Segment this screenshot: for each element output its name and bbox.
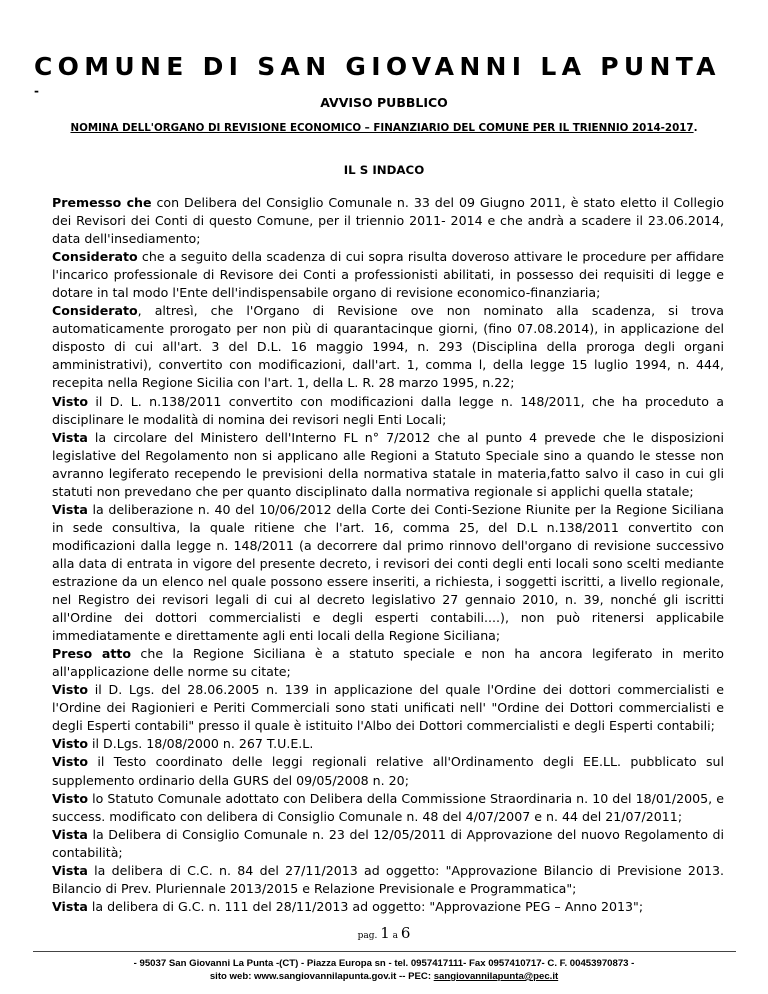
paragraph-text: che a seguito della scadenza di cui sopra risulta doveroso attivare le procedure per affidare l'incarico professionale di Revisore dei Conti a professionisti abilitati, in possesso dei requisiti di legge e dotare in tal modo l'Ente dell'indispensabile organo di revisione economico-finanziaria; [52,249,724,301]
paragraph-text: il D. L. n.138/2011 convertito con modificazioni dalla legge n. 148/2011, che ha proceduto a disciplinare le modalità di nomina dei revisori negli Enti Locali; [52,393,724,427]
footer-contacts [0,970,768,983]
paragraph-lead: Visto [52,736,89,752]
paragraph-lead: Vista [52,501,88,517]
paragraph-lead: Visto [52,393,89,409]
paragraph [52,194,724,248]
paragraph [52,429,724,501]
paragraph [52,753,724,789]
paragraph-lead: Preso atto [52,646,132,662]
paragraph-text: lo Statuto Comunale adottato con Delibera della Commissione Straordinaria n. 10 del 18/01/2005, e success. modificato con delibera di Consiglio Comunale n. 48 del 4/07/2007 e n. 44 del 21/07/2011; [52,790,724,824]
page-separator: a [392,931,398,941]
paragraph-lead: Visto [52,790,89,806]
paragraph-text: il D.Lgs. 18/08/2000 n. 267 T.U.E.L. [88,736,314,752]
footer [0,957,768,983]
paragraph-text: che la Regione Siciliana è a statuto speciale e non ha ancora legiferato in merito all'applicazione delle norme su citate; [52,646,724,680]
footer-website: sito web: www.sangiovannilapunta.gov.it -- PEC: [209,971,434,982]
page-total: 6 [400,924,411,942]
paragraph-text: la deliberazione n. 40 del 10/06/2012 della Corte dei Conti-Sezione Riunite per la Regione Siciliana in sede consultiva, la quale ritiene che l'art. 16, comma 25, del D.L n.138/2011 convertito con modificazioni dalla legge n. 148/2011 (a decorrere dal primo rinnovo dell'organo di revisione successivo alla data di entrata in vigore del presente decreto, i revisori dei conti degli enti locali sono scelti mediante estrazione da un elenco nel quale possono essere inseriti, a richiesta, i soggetti iscritti, a livello regionale, nel Registro dei revisori legali di cui al decreto legislativo 27 gennaio 2010, n. 39, nonché gli iscritti all'Ordine dei dottori commercialisti e degli esperti contabili....), non può ritenersi applicabile immediatamente e direttamente agli enti locali della Regione Siciliana; [52,501,724,644]
page-number [0,924,768,942]
municipality-title: COMUNE DI SAN GIOVANNI LA PUNTA [34,52,721,81]
footer-address: - 95037 San Giovanni La Punta -(CT) - Piazza Europa sn - tel. 0957417111- Fax 0957410717- C. F. 00453970873 - [133,958,635,969]
paragraph-lead: Vista [52,862,88,878]
paragraph [52,862,724,898]
paragraph [52,826,724,862]
paragraph-text: con Delibera del Consiglio Comunale n. 33 del 09 Giugno 2011, è stato eletto il Collegio dei Revisori dei Conti di questo Comune, per il triennio 2011- 2014 e che andrà a scadere il 23.06.2014, data dell'insediamento; [52,195,724,247]
paragraph [52,393,724,429]
paragraph-text: la delibera di C.C. n. 84 del 27/11/2013 ad oggetto: "Approvazione Bilancio di Previsione 2013. Bilancio di Prev. Pluriennale 2013/2015 e Relazione Previsionale e Programmatica"; [52,862,724,896]
notice-label: AVVISO PUBBLICO [320,95,448,110]
paragraph [52,645,724,681]
paragraph [52,898,724,916]
paragraph [52,790,724,826]
paragraph-lead: Visto [52,682,89,698]
notice-subject-text: NOMINA DELL'ORGANO DI REVISIONE ECONOMICO – FINANZIARIO DEL COMUNE PER IL TRIENNIO 2014-2017 [70,122,694,134]
paragraph-text: la circolare del Ministero dell'Interno FL n° 7/2012 che al punto 4 prevede che le disposizioni legislative del Regolamento non si applicano alle Regioni a Statuto Speciale sino a quando le stesse non avranno legiferato recependo le previsioni della normativa statale in materia,fatto salvo il caso in cui gli statuti non prevedano che per quanto disciplinato dalla normativa regionale si applichi quella statale; [52,429,724,499]
header-dash: - [34,84,39,98]
paragraph [52,681,724,735]
notice-subject [0,122,768,134]
paragraph-lead: Considerato [52,303,138,319]
footer-divider [33,951,736,952]
paragraph [52,735,724,753]
issuer-heading: IL S INDACO [343,163,425,177]
paragraph [52,501,724,645]
paragraph-lead: Vista [52,898,88,914]
paragraph [52,248,724,302]
paragraph-text: la Delibera di Consiglio Comunale n. 23 del 12/05/2011 di Approvazione del nuovo Regolamento di contabilità; [52,826,724,860]
paragraph-text: la delibera di G.C. n. 111 del 28/11/2013 ad oggetto: "Approvazione PEG – Anno 2013"; [87,898,644,914]
paragraph-lead: Vista [52,429,88,445]
footer-pec-link[interactable]: sangiovannilapunta@pec.it [433,971,559,982]
document-body [52,194,724,916]
page-current: 1 [380,924,390,942]
paragraph-text: il D. Lgs. del 28.06.2005 n. 139 in applicazione del quale l'Ordine dei dottori commercialisti e l'Ordine dei Ragionieri e Periti Commerciali sono stati unificati nell' "Ordine dei Dottori commercialisti e degli Esperti contabili" presso il quale è istituito l'Albo dei Dottori commercialisti e degli Esperti contabili; [52,682,724,734]
paragraph-lead: Vista [52,826,88,842]
paragraph [52,302,724,392]
paragraph-lead: Visto [52,754,89,770]
page-prefix: pag. [357,931,378,941]
paragraph-lead: Premesso che [52,195,152,210]
paragraph-text: il Testo coordinato delle leggi regionali relative all'Ordinamento degli EE.LL. pubblicato sul supplemento ordinario della GURS del 09/05/2008 n. 20; [52,754,724,788]
notice-subject-end: . [693,122,698,134]
paragraph-lead: Considerato [52,249,138,265]
paragraph-text: , altresì, che l'Organo di Revisione ove non nominato alla scadenza, si trova automaticamente prorogato per non più di quarantacinque giorni, (fino 07.08.2014), in applicazione del disposto di cui all'art. 3 del D.L. 16 maggio 1994, n. 293 (Disciplina della proroga degli organi amministrativi), convertito con modificazioni, dall'art. 1, comma l, della legge 15 luglio 1994, n. 444, recepita nella Regione Sicilia con l'art. 1, della L. R. 28 marzo 1995, n.22; [52,303,724,391]
